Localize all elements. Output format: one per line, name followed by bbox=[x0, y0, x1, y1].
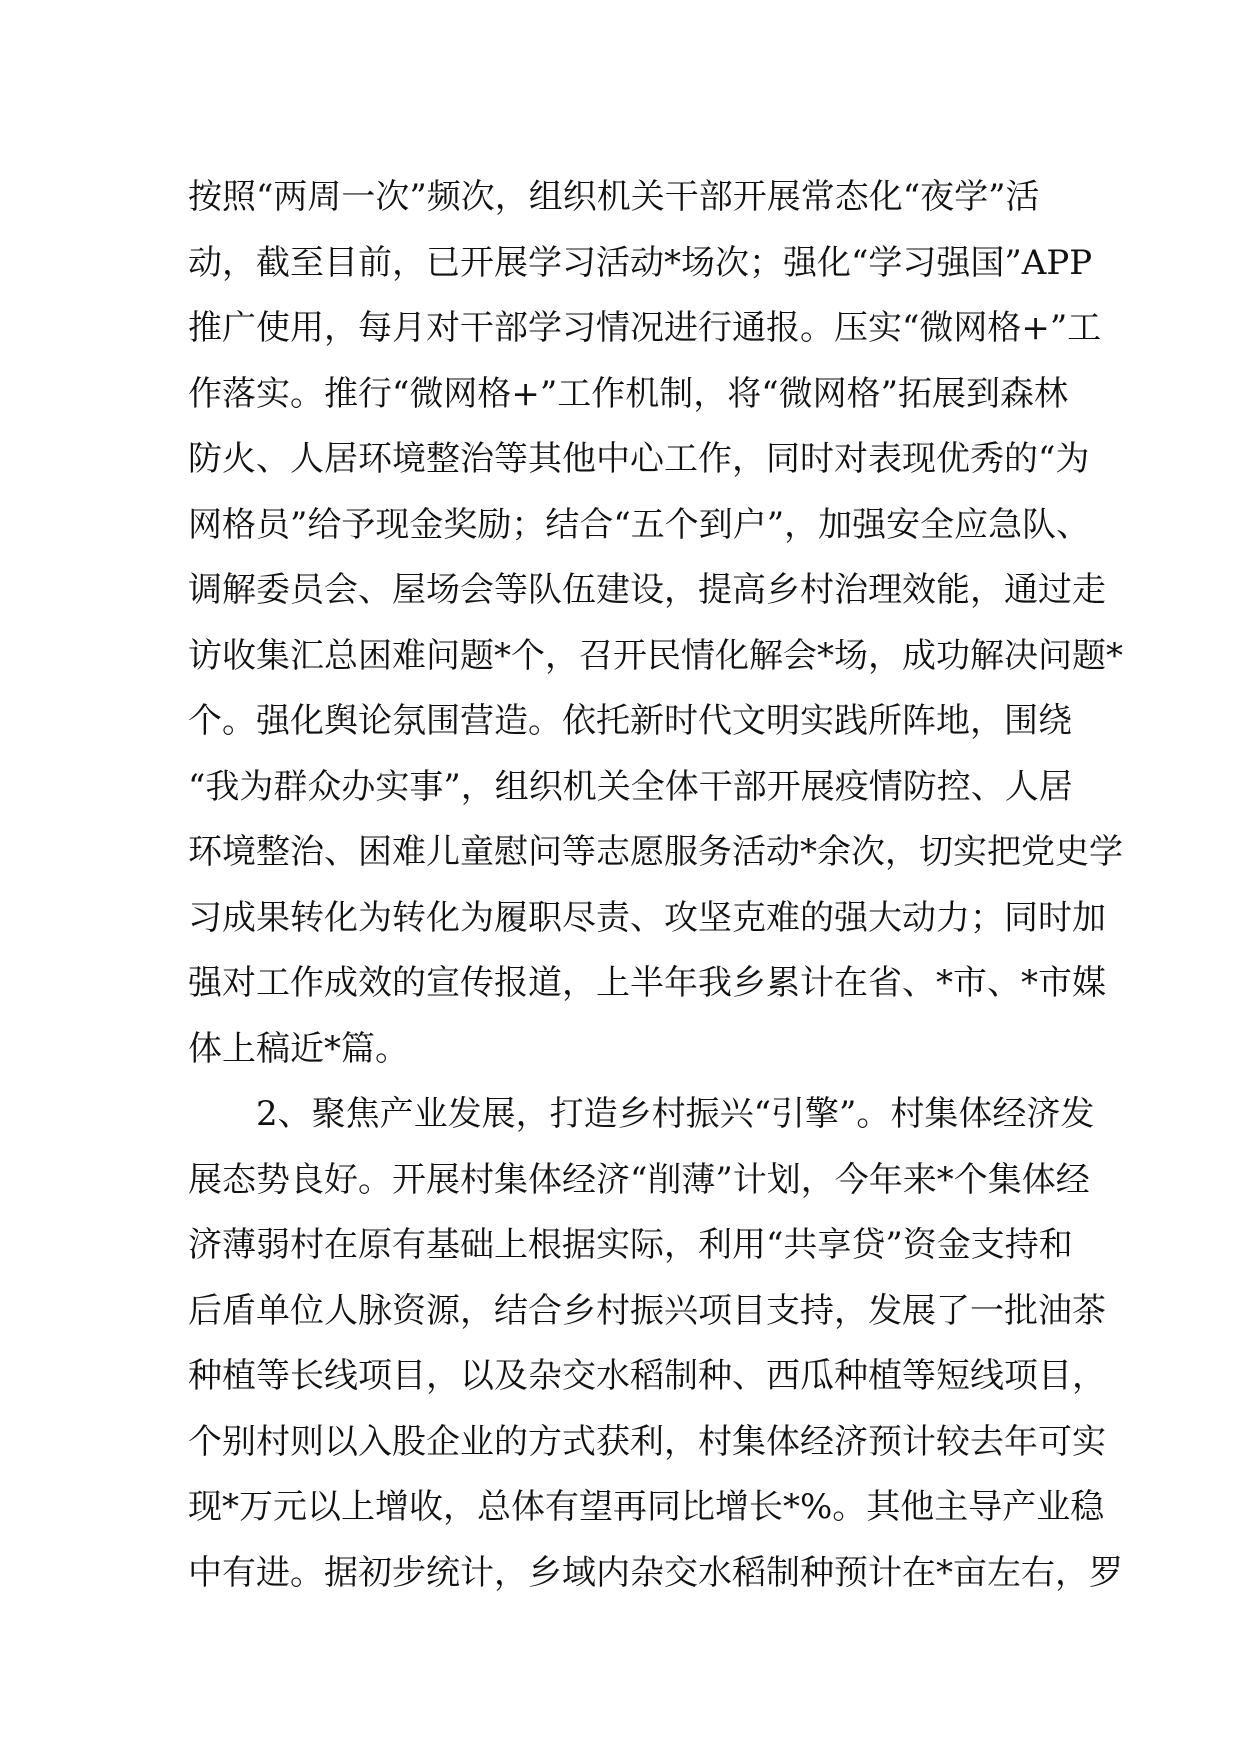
body-text bbox=[188, 165, 1123, 1606]
text-line: 个。强化舆论氛围营造。依托新时代文明实践所阵地，围绕 bbox=[188, 701, 1072, 741]
text-line: 济薄弱村在原有基础上根据实际，利用“共享贷”资金支持和 bbox=[188, 1225, 1073, 1265]
text-line: 个别村则以入股企业的方式获利，村集体经济预计较去年可实 bbox=[188, 1421, 1106, 1462]
text-line: 种植等长线项目，以及杂交水稻制种、西瓜种植等短线项目， bbox=[188, 1356, 1106, 1396]
text-line: 动，截至目前，已开展学习活动*场次；强化“学习强国”APP bbox=[188, 242, 1093, 283]
text-line: 强对工作成效的宣传报道，上半年我乡累计在省、*市、*市媒 bbox=[188, 963, 1106, 1003]
text-line: 推广使用，每月对干部学习情况进行通报。压实“微网格+”工 bbox=[188, 308, 1102, 348]
text-line: 按照“两周一次”频次，组织机关干部开展常态化“夜学”活 bbox=[188, 177, 1040, 217]
text-line: 习成果转化为转化为履职尽责、攻坚克难的强大动力；同时加 bbox=[188, 897, 1106, 938]
text-line: 作落实。推行“微网格+”工作机制，将“微网格”拓展到森林 bbox=[188, 373, 1069, 414]
text-line: 网格员”给予现金奖励；结合“五个到户”，加强安全应急队、 bbox=[188, 504, 1091, 545]
paragraph-start-line: 2、聚焦产业发展，打造乡村振兴“引擎”。村集体经济发 bbox=[188, 1094, 1095, 1134]
text-line: 中有进。据初步统计，乡域内杂交水稻制种预计在*亩左右，罗 bbox=[188, 1552, 1123, 1593]
text-line: 调解委员会、屋场会等队伍建设，提高乡村治理效能，通过走 bbox=[188, 570, 1106, 610]
text-line: 现*万元以上增收，总体有望再同比增长*%。其他主导产业稳 bbox=[188, 1487, 1105, 1527]
text-line: 访收集汇总困难问题*个，召开民情化解会*场，成功解决问题* bbox=[188, 635, 1123, 676]
text-line: 防火、人居环境整治等其他中心工作，同时对表现优秀的“为 bbox=[188, 439, 1090, 479]
text-line: 环境整治、困难儿童慰问等志愿服务活动*余次，切实把党史学 bbox=[188, 832, 1123, 872]
text-line: 后盾单位人脉资源，结合乡村振兴项目支持，发展了一批油茶 bbox=[188, 1290, 1106, 1331]
text-line: 体上稿近*篇。 bbox=[188, 1028, 409, 1069]
text-line: 展态势良好。开展村集体经济“削薄”计划，今年来*个集体经 bbox=[188, 1159, 1090, 1200]
text-line: “我为群众办实事”，组织机关全体干部开展疫情防控、人居 bbox=[188, 766, 1073, 807]
